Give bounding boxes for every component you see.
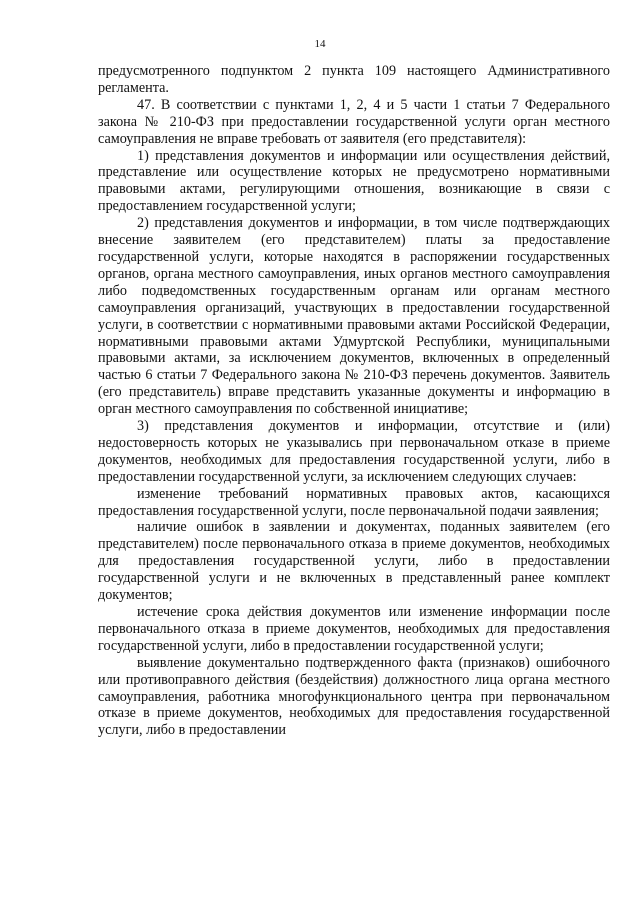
paragraph-continuation: предусмотренного подпунктом 2 пункта 109 настоящего Административного регламента.: [98, 63, 610, 96]
paragraph-case-requirements-change: изменение требований нормативных правовых актов, касающихся предоставления государственной услуги, после первоначальной подачи заявления;: [98, 485, 610, 519]
document-body: [98, 63, 610, 739]
paragraph-case-expiry: истечение срока действия документов или изменение информации после первоначального отказа в приеме документов, необходимых для предоставления государственной услуги, либо в предоставлении государственной услуги;: [98, 604, 610, 654]
page-number: 14: [314, 38, 326, 50]
paragraph-subitem-1: 1) представления документов и информации или осуществления действий, представление или осуществление которых не предусмотрено нормативными правовыми актами, регулирующими отношения, возникающие в связи с предоставлением государственной услуги;: [98, 147, 610, 215]
paragraph-case-misconduct: выявление документально подтвержденного факта (признаков) ошибочного или противоправного действия (бездействия) должностного лица органа местного самоуправления, работника многофункционального центра при первоначальном отказе в приеме документов, необходимых для предоставления государственной услуги, либо в предоставлении: [98, 654, 610, 739]
paragraph-subitem-2: 2) представления документов и информации, в том числе подтверждающих внесение заявителем (его представителем) платы за предоставление государственной услуги, которые находятся в распоряжении государственных органов, органа местного самоуправления, иных органов местного самоуправления либо подведомственных государственным органам или органам местного самоуправления организаций, участвующих в предоставлении государственной услуги, в соответствии с нормативными правовыми актами Российской Федерации, нормативными правовыми актами Удмуртской Республики, муниципальными правовыми актами, за исключением документов, включенных в определенный частью 6 статьи 7 Федерального закона № 210-ФЗ перечень документов. Заявитель (его представитель) вправе представить указанные документы и информацию в орган местного самоуправления по собственной инициативе;: [98, 215, 610, 418]
paragraph-subitem-3: 3) представления документов и информации, отсутствие и (или) недостоверность которых не указывались при первоначальном отказе в приеме документов, необходимых для предоставления государственной услуги, либо в предоставлении государственной услуги, за исключением следующих случаев:: [98, 418, 610, 485]
paragraph-case-errors: наличие ошибок в заявлении и документах, поданных заявителем (его представителем) после первоначального отказа в приеме документов, необходимых для предоставления государственной услуги, либо в предоставлении государственной услуги и не включенных в представленный ранее комплект документов;: [98, 519, 610, 604]
paragraph-item-47: 47. В соответствии с пунктами 1, 2, 4 и 5 части 1 статьи 7 Федерального закона № 210-ФЗ при предоставлении государственной услуги орган местного самоуправления не вправе требовать от заявителя (его представителя):: [98, 96, 610, 147]
